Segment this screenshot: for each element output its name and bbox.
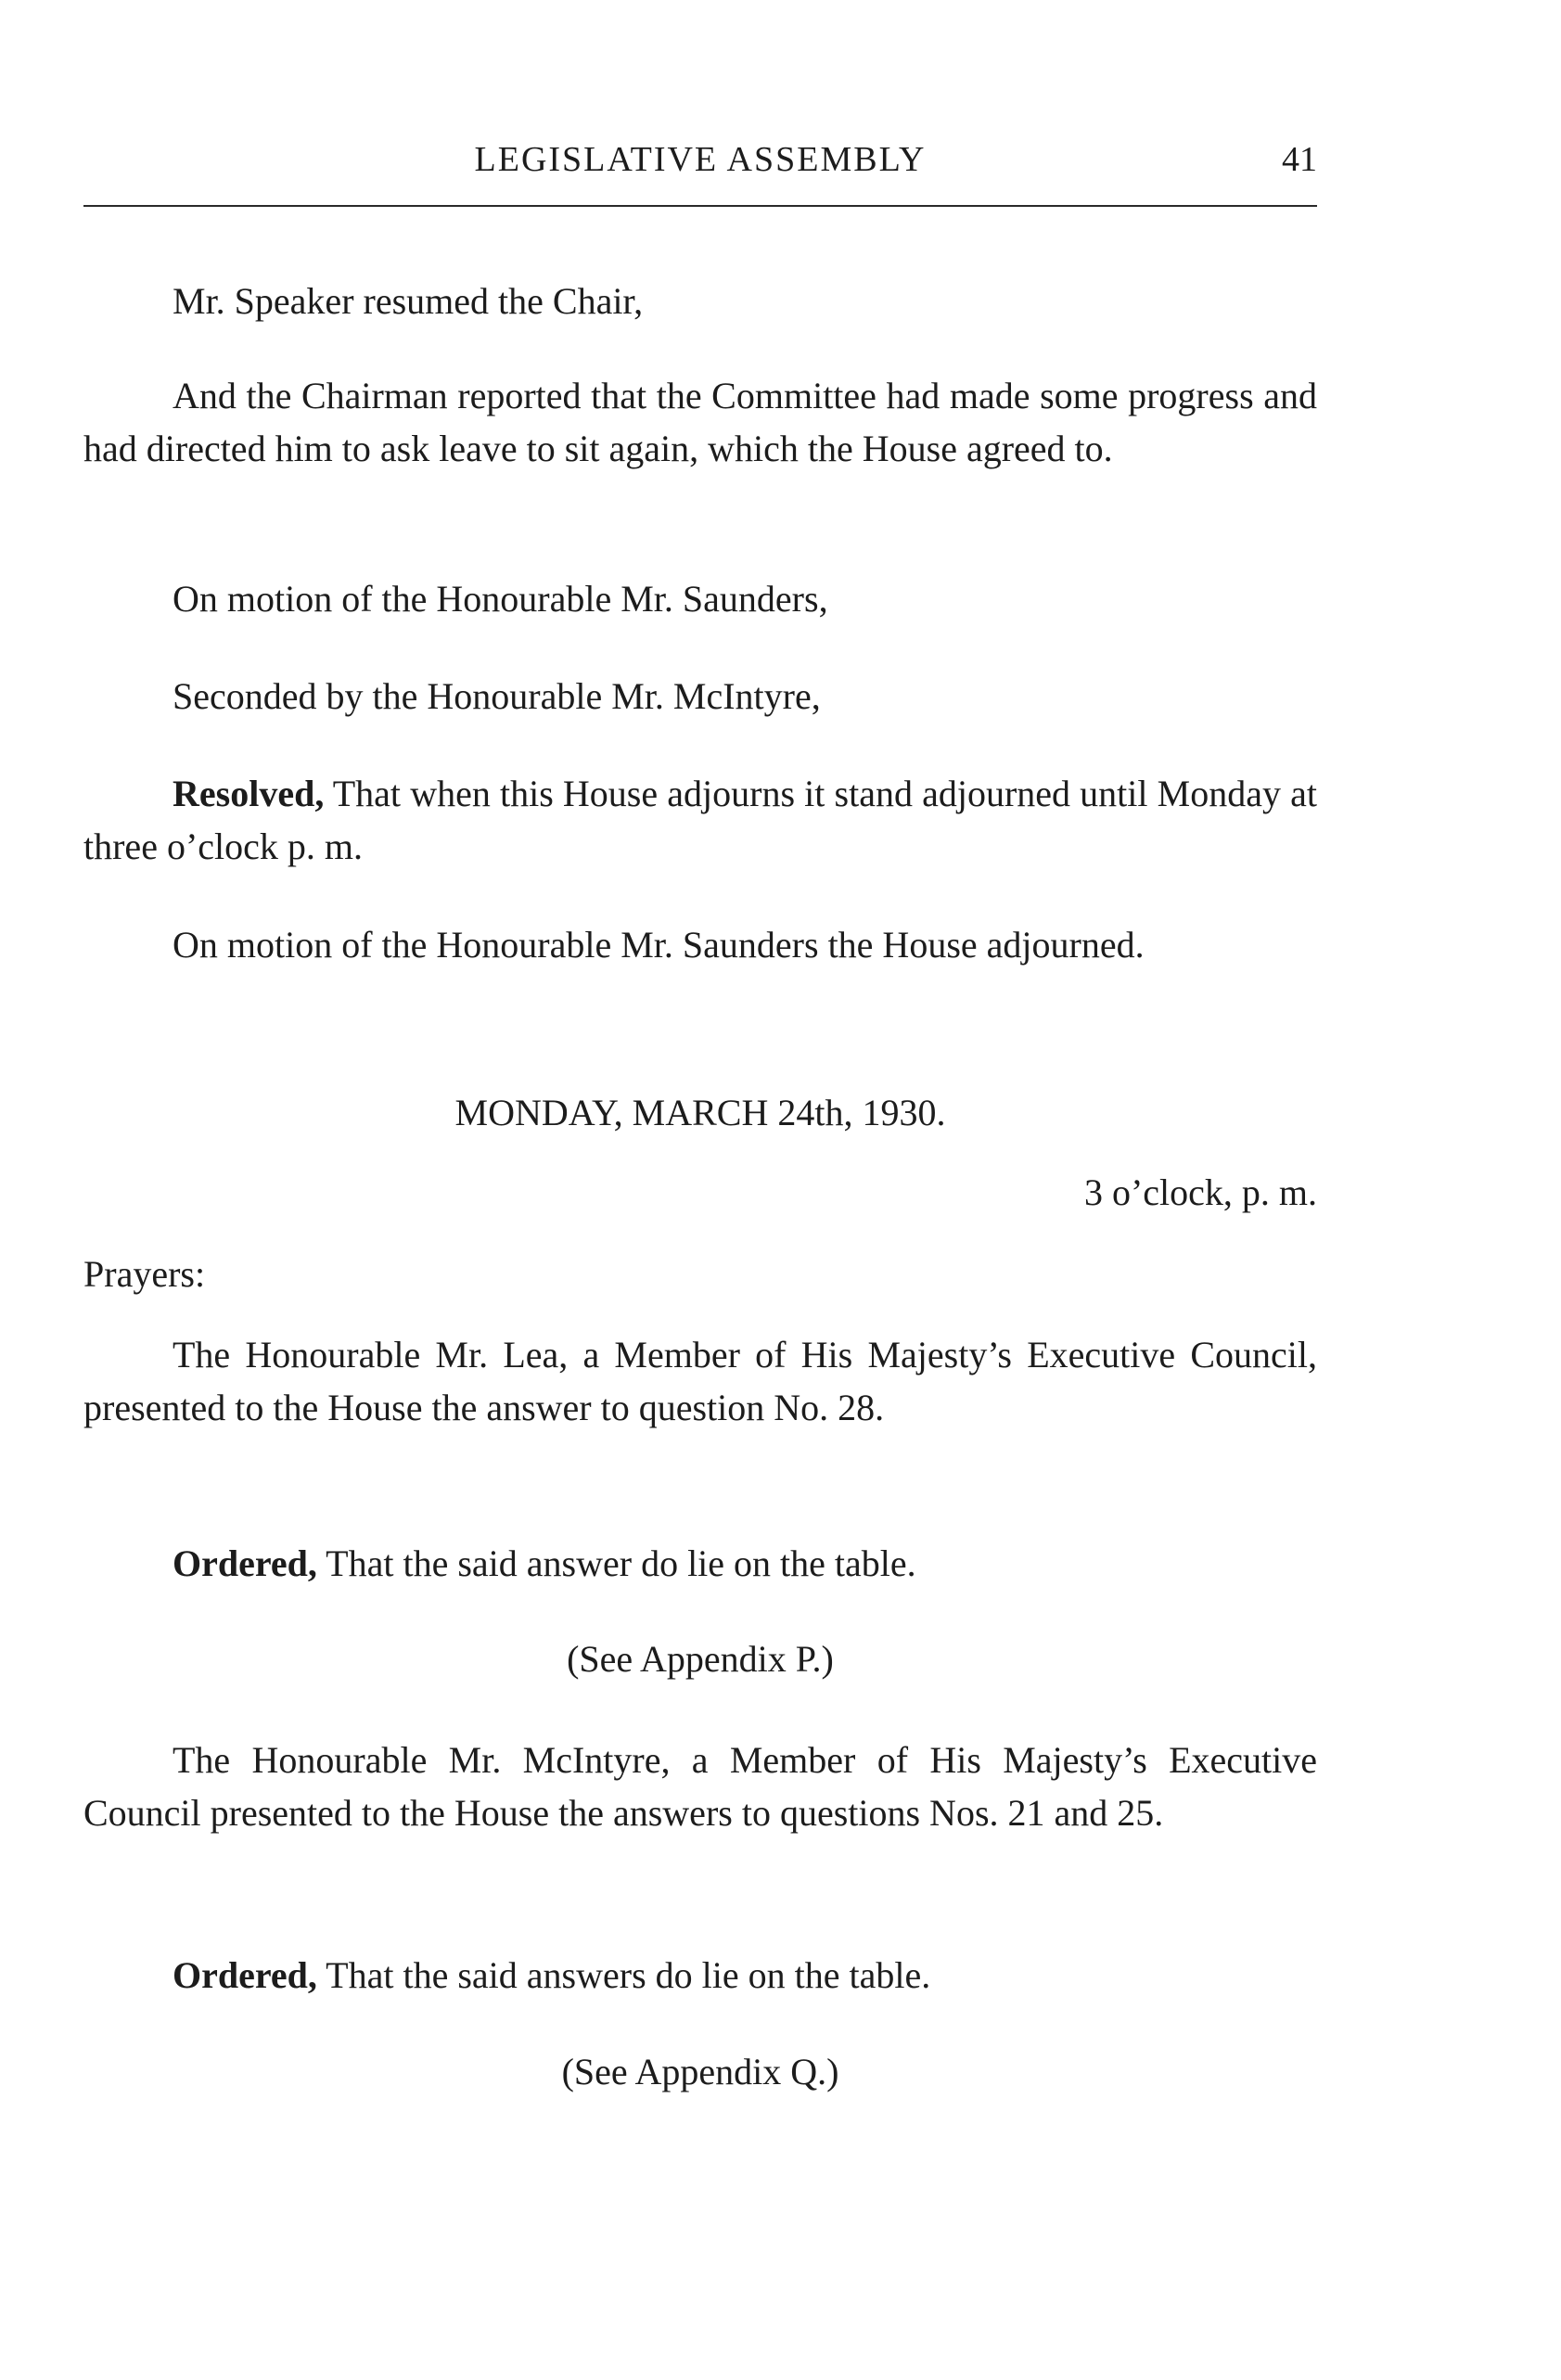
ordered-text: That the said answer do lie on the table.	[316, 1542, 916, 1584]
resolved-text: That when this House adjourns it stand adjourned until Monday at three o’clock p. m.	[83, 773, 1317, 867]
running-head	[83, 139, 1317, 186]
paragraph-chairman-report: And the Chairman reported that the Committee had made some progress and had directed him to ask leave to sit again, which the House agreed to.	[83, 375, 1317, 469]
prayers-label: Prayers:	[83, 1253, 206, 1295]
paragraph-seconded-mcintyre: Seconded by the Honourable Mr. McIntyre,	[173, 675, 821, 717]
see-appendix-q: (See Appendix Q.)	[561, 2051, 839, 2092]
paragraph-speaker-resumed: Mr. Speaker resumed the Chair,	[173, 280, 644, 322]
paragraph-house-adjourned: On motion of the Honourable Mr. Saunders the House adjourned.	[173, 924, 1145, 966]
paragraph-ordered-answer	[83, 1537, 1317, 1590]
page-number: 41	[1282, 140, 1317, 179]
paragraph-lea-answer: The Honourable Mr. Lea, a Member of His Majesty’s Executive Council, presented to the House the answer to question No. 28.	[83, 1334, 1317, 1428]
ordered-lead: Ordered,	[173, 1542, 317, 1584]
paragraph-mcintyre-answers: The Honourable Mr. McIntyre, a Member of His Majesty’s Executive Council presented to the House the answers to questions Nos. 21 and 25.	[83, 1739, 1317, 1834]
paragraph-resolved	[83, 767, 1317, 873]
see-appendix-p: (See Appendix P.)	[567, 1638, 834, 1680]
header-rule	[83, 205, 1317, 207]
date-heading: MONDAY, MARCH 24th, 1930.	[454, 1092, 946, 1133]
resolved-lead: Resolved,	[173, 773, 325, 814]
running-title: LEGISLATIVE ASSEMBLY	[474, 140, 927, 179]
sitting-time: 3 o’clock, p. m.	[1083, 1171, 1317, 1213]
paragraph-motion-saunders: On motion of the Honourable Mr. Saunders,	[173, 578, 828, 620]
paragraph-ordered-answers	[83, 1949, 1317, 2002]
ordered-lead-2: Ordered,	[173, 1954, 317, 1996]
ordered-text-2: That the said answers do lie on the table.	[316, 1954, 931, 1996]
